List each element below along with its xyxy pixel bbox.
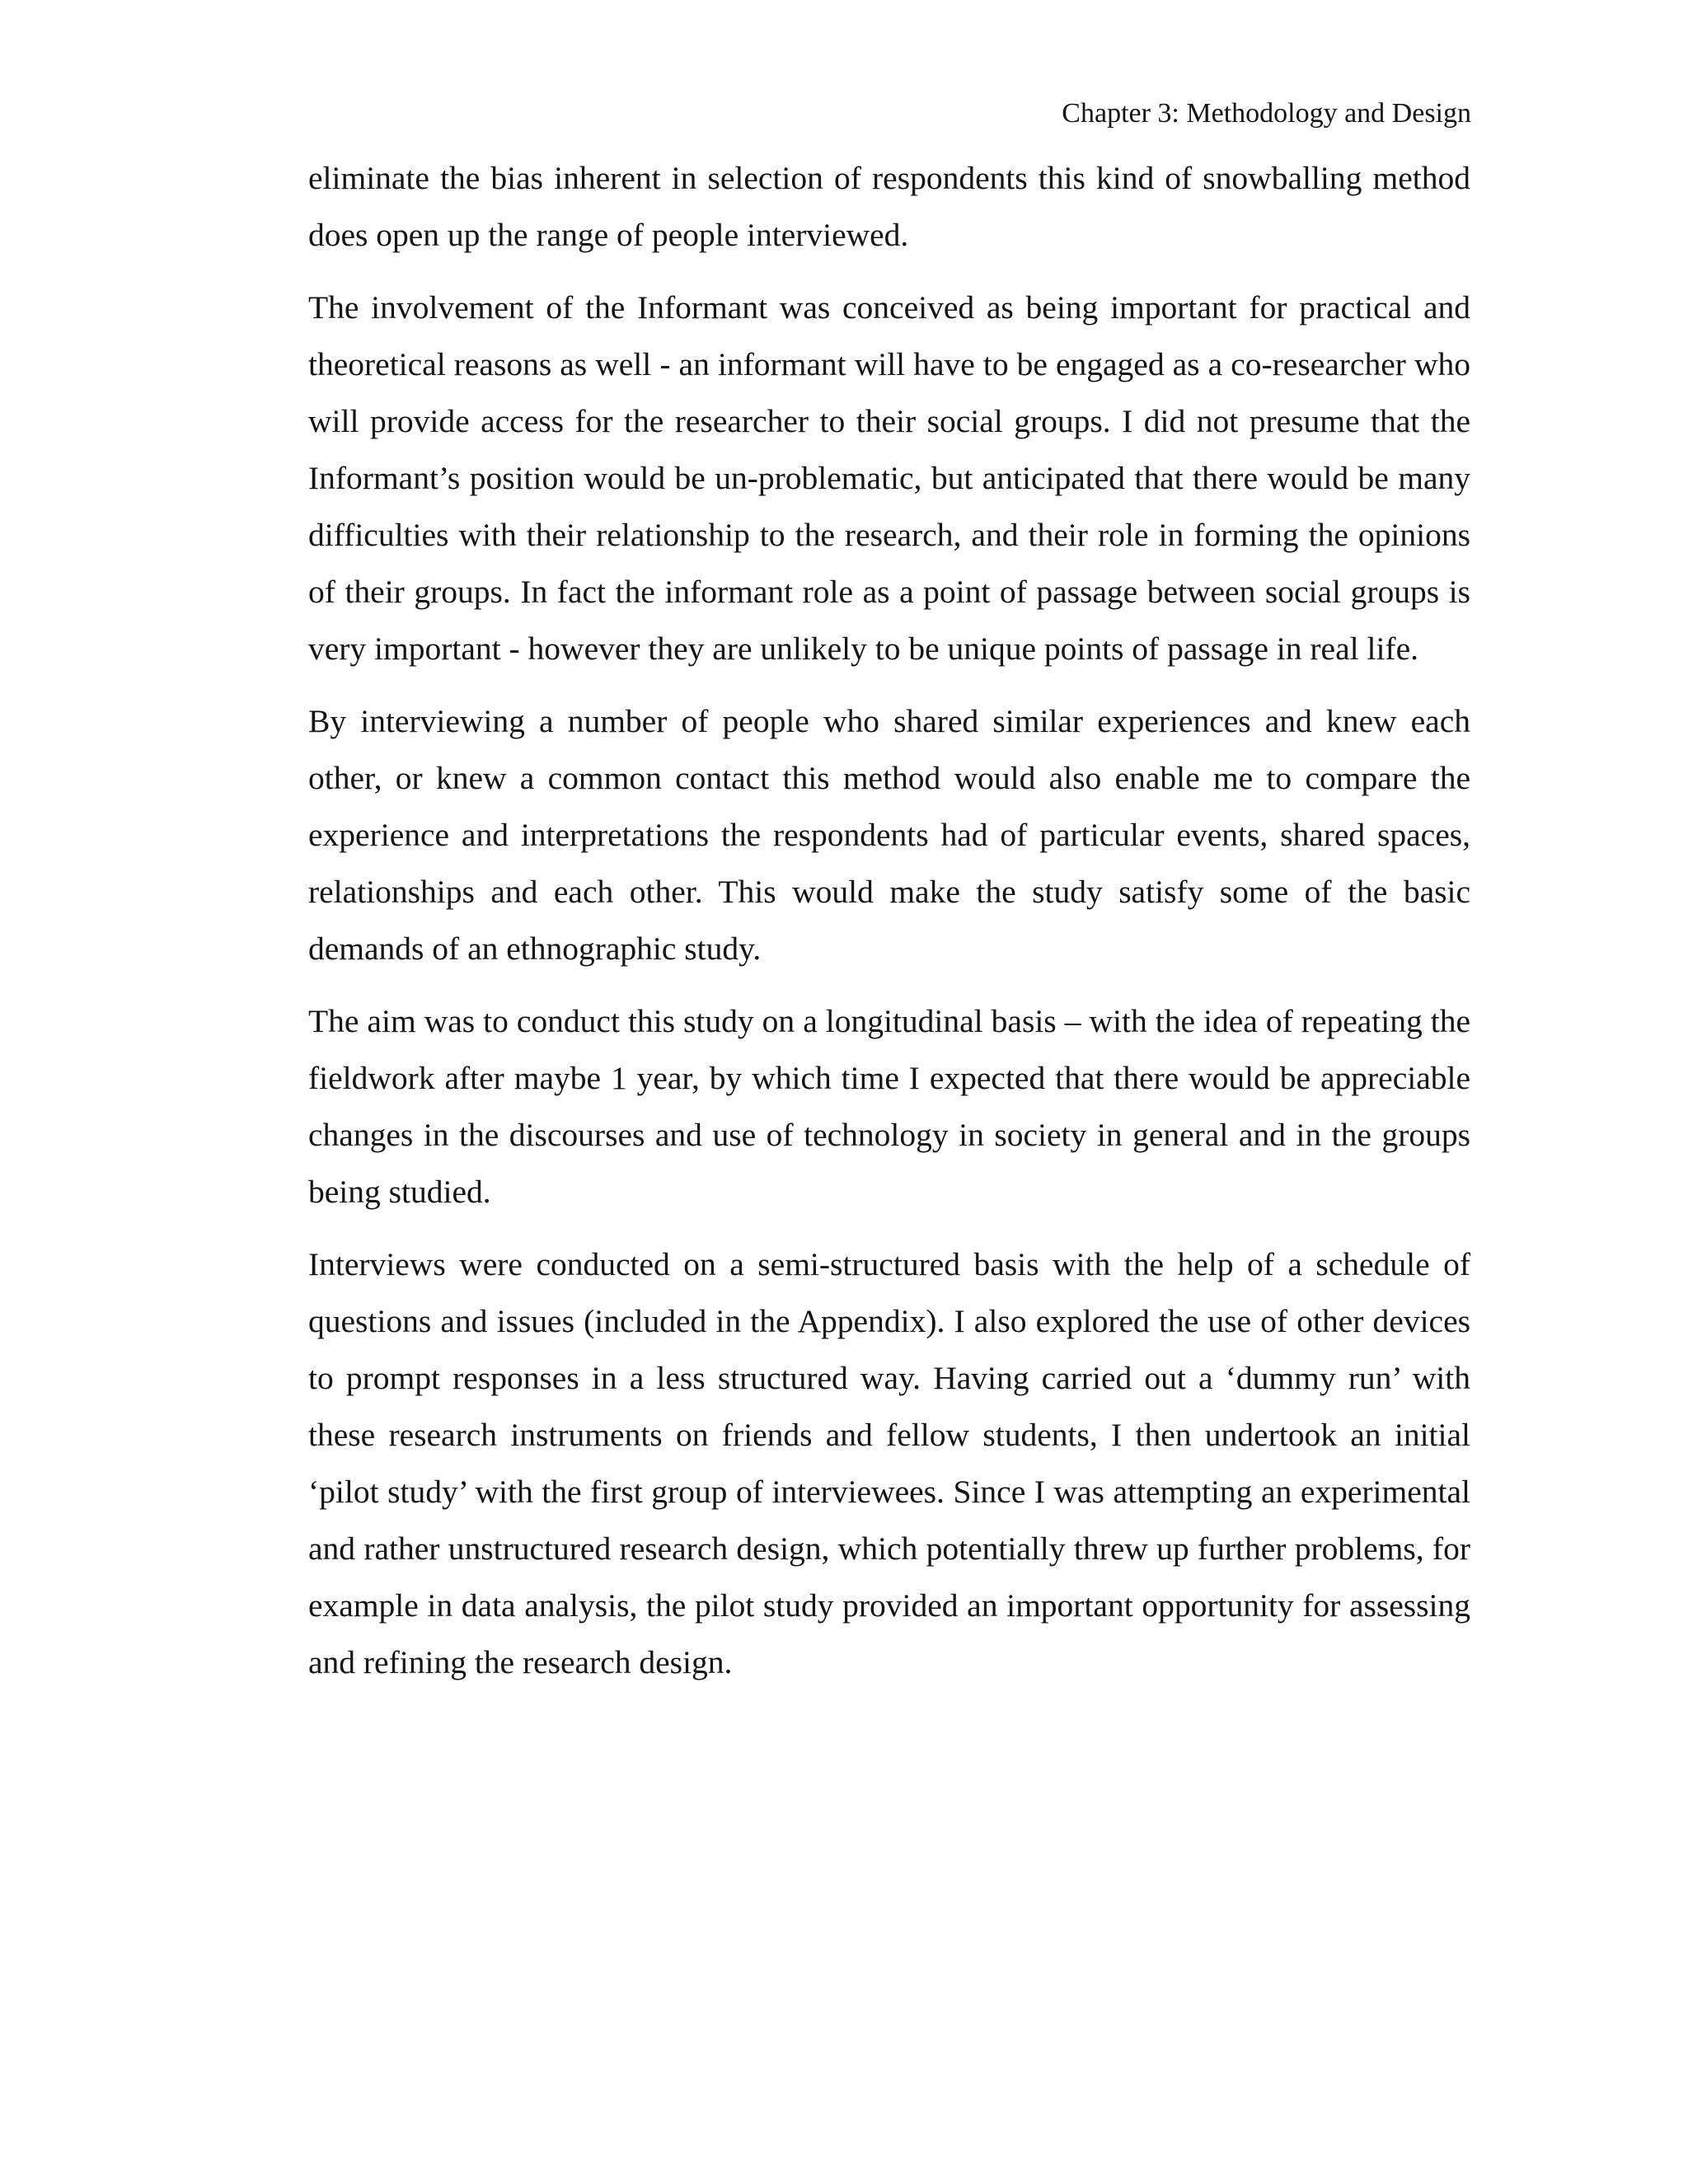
paragraph-snowballing-continuation: eliminate the bias inherent in selection of respondents this kind of snowballing method does open up the range of people interviewed. — [308, 160, 1470, 253]
paragraph-informant-involvement: The involvement of the Informant was conceived as being important for practical and theoretical reasons as well - an informant will have to be engaged as a co-researcher who will provide access for the researcher to their social groups. I did not presume that the Informant’s position would be un-problematic, but anticipated that there would be many difficulties with their relationship to the research, and their role in forming the opinions of their groups. In fact the informant role as a point of passage between social groups is very important - however they are unlikely to be unique points of passage in real life. — [308, 289, 1470, 667]
body-text — [308, 150, 1470, 1707]
running-header: Chapter 3: Methodology and Design — [1062, 98, 1471, 129]
paragraph-longitudinal-aim: The aim was to conduct this study on a longitudinal basis – with the idea of repeating the fieldwork after maybe 1 year, by which time I expected that there would be appreciable changes in the discourses and use of technology in society in general and in the groups being studied. — [308, 1003, 1470, 1210]
paragraph-interviews-pilot-study: Interviews were conducted on a semi-structured basis with the help of a schedule of questions and issues (included in the Appendix). I also explored the use of other devices to prompt responses in a less structured way. Having carried out a ‘dummy run’ with these research instruments on friends and fellow students, I then undertook an initial ‘pilot study’ with the first group of interviewees. Since I was attempting an experimental and rather unstructured research design, which potentially threw up further problems, for example in data analysis, the pilot study provided an important opportunity for assessing and refining the research design. — [308, 1246, 1470, 1680]
paragraph-shared-experiences: By interviewing a number of people who shared similar experiences and knew each other, or knew a common contact this method would also enable me to compare the experience and interpretations the respondents had of particular events, shared spaces, relationships and each other. This would make the study satisfy some of the basic demands of an ethnographic study. — [308, 703, 1470, 967]
